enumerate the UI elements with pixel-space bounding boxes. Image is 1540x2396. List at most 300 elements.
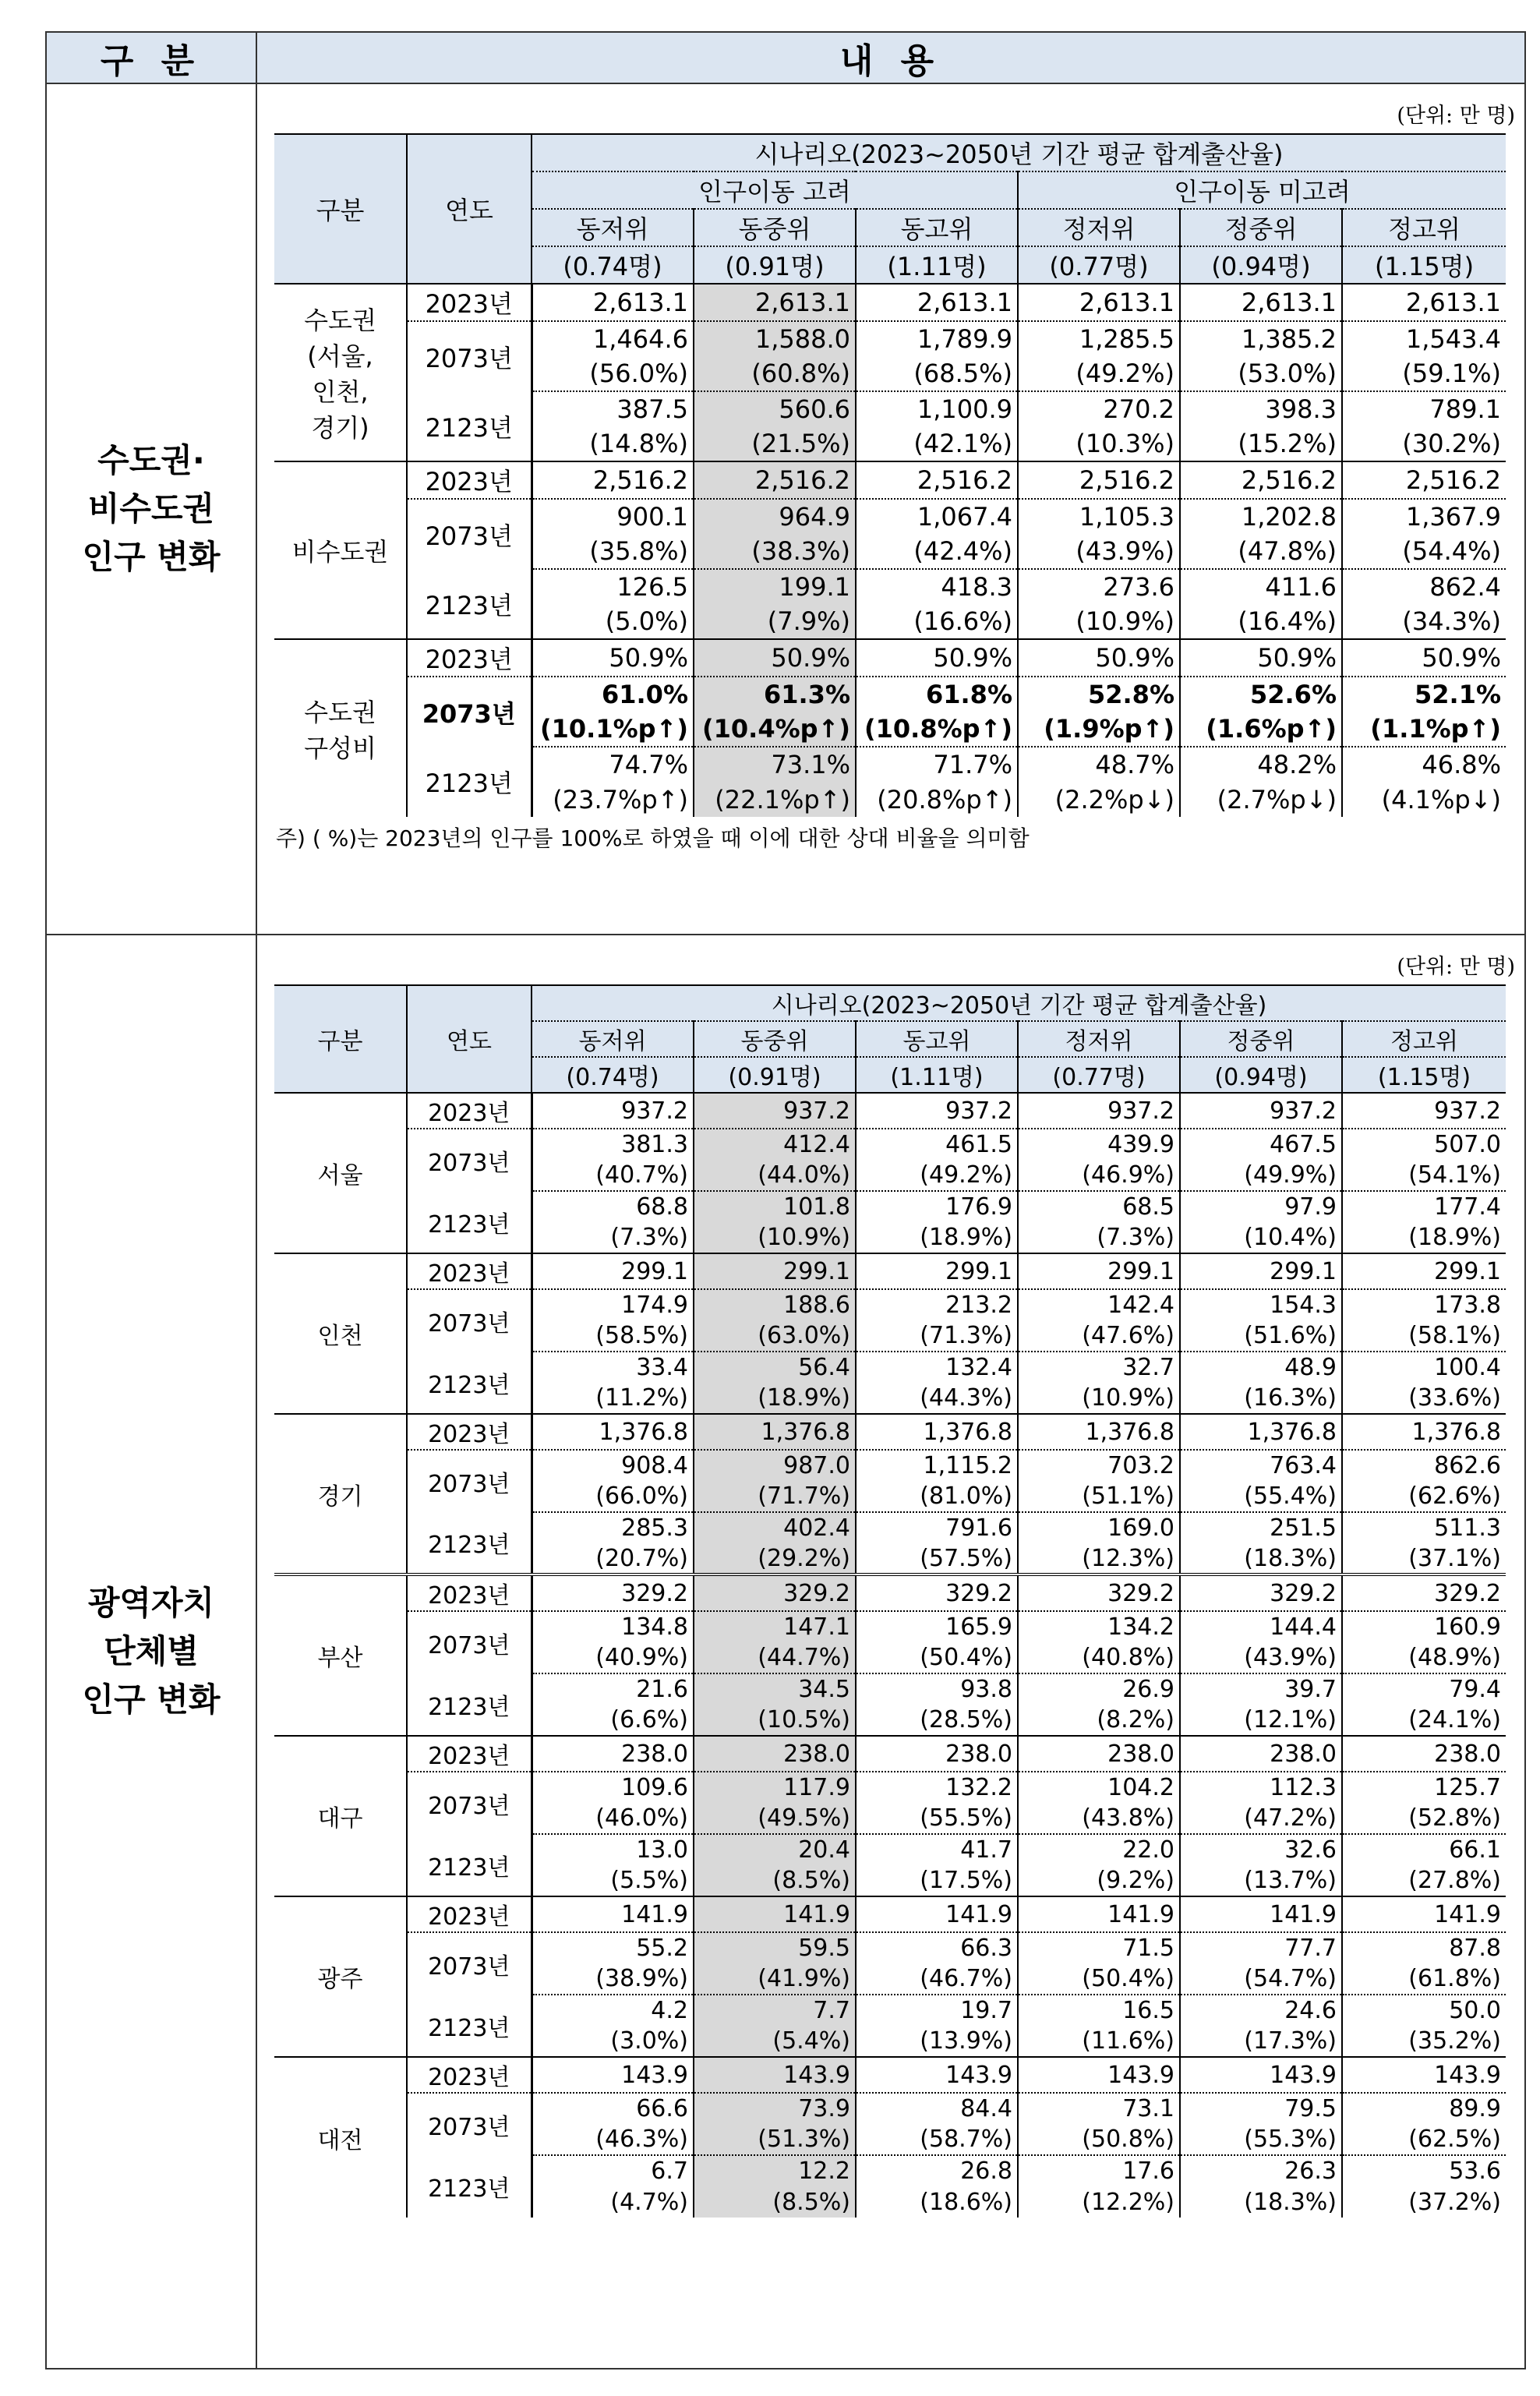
ratio-cell: (41.9%) (694, 1963, 856, 1995)
ratio-cell: (62.5%) (1342, 2124, 1506, 2155)
value-cell: 1,543.4 (1342, 321, 1506, 356)
value-cell: 52.1% (1342, 677, 1506, 712)
ratio-cell: (47.8%) (1180, 534, 1342, 569)
value-cell: 143.9 (1180, 2057, 1342, 2093)
scenario-rate: (0.91명) (694, 246, 856, 284)
ratio-cell: (10.3%) (1018, 426, 1180, 461)
ratio-cell: (16.4%) (1180, 604, 1342, 639)
region-table (274, 984, 1506, 2218)
value-cell: 937.2 (1180, 1093, 1342, 1129)
value-cell: 26.3 (1180, 2155, 1342, 2186)
value-cell: 66.6 (532, 2093, 694, 2124)
value-cell: 17.6 (1018, 2155, 1180, 2186)
value-cell: 50.9% (1018, 639, 1180, 677)
value-cell: 900.1 (532, 499, 694, 534)
value-cell: 7.7 (694, 1995, 856, 2026)
group-label (274, 1414, 407, 1574)
value-cell: 1,105.3 (1018, 499, 1180, 534)
scenario-name: 동저위 (532, 209, 694, 246)
ratio-cell: (42.4%) (856, 534, 1018, 569)
ratio-cell: (3.0%) (532, 2026, 694, 2057)
value-cell: 381.3 (532, 1129, 694, 1160)
ratio-cell: (9.2%) (1018, 1865, 1180, 1896)
header-scenario: 시나리오(2023~2050년 기간 평균 합계출산율) (532, 134, 1506, 171)
ratio-cell: (1.1%p↑) (1342, 712, 1506, 747)
table-row (274, 1512, 1506, 1543)
ratio-cell: (51.6%) (1180, 1320, 1342, 1352)
value-cell: 50.0 (1342, 1995, 1506, 2026)
value-cell: 50.9% (694, 639, 856, 677)
value-cell: 299.1 (1180, 1253, 1342, 1289)
section2-category: 광역자치 단체별 인구 변화 (46, 935, 256, 2369)
header-scenario: 시나리오(2023~2050년 기간 평균 합계출산율) (532, 985, 1506, 1021)
group-label-text: 수도권 (서울, 인천, 경기) (304, 306, 376, 443)
value-cell: 56.4 (694, 1352, 856, 1383)
value-cell: 79.4 (1342, 1673, 1506, 1705)
ratio-cell: (68.5%) (856, 356, 1018, 391)
ratio-cell: (61.8%) (1342, 1963, 1506, 1995)
ratio-cell: (20.7%) (532, 1543, 694, 1574)
value-cell: 1,376.8 (532, 1414, 694, 1450)
value-cell: 2,516.2 (1180, 461, 1342, 499)
value-cell: 173.8 (1342, 1289, 1506, 1320)
year-cell: 2073년 (407, 321, 532, 391)
value-cell: 2,516.2 (1342, 461, 1506, 499)
value-cell: 141.9 (856, 1896, 1018, 1932)
ratio-cell: (13.9%) (856, 2026, 1018, 2057)
value-cell: 2,516.2 (532, 461, 694, 499)
value-cell: 299.1 (532, 1253, 694, 1289)
value-cell: 46.8% (1342, 747, 1506, 782)
ratio-cell: (10.1%p↑) (532, 712, 694, 747)
ratio-cell: (30.2%) (1342, 426, 1506, 461)
ratio-cell: (40.7%) (532, 1160, 694, 1191)
scenario-name: 동중위 (694, 209, 856, 246)
ratio-cell: (37.1%) (1342, 1543, 1506, 1574)
value-cell: 169.0 (1018, 1512, 1180, 1543)
value-cell: 104.2 (1018, 1772, 1180, 1803)
table-row (274, 1352, 1506, 1383)
value-cell: 73.1% (694, 747, 856, 782)
header-group: 구분 (274, 134, 407, 284)
ratio-cell: (62.6%) (1342, 1481, 1506, 1512)
table-row (274, 284, 1506, 321)
value-cell: 791.6 (856, 1512, 1018, 1543)
header-category: 구 분 (46, 32, 256, 83)
ratio-cell: (8.2%) (1018, 1705, 1180, 1736)
ratio-cell: (46.3%) (532, 2124, 694, 2155)
value-cell: 964.9 (694, 499, 856, 534)
ratio-cell: (16.3%) (1180, 1383, 1342, 1414)
ratio-cell: (10.4%) (1180, 1222, 1342, 1253)
value-cell: 2,613.1 (856, 284, 1018, 321)
value-cell: 273.6 (1018, 569, 1180, 604)
group-label-text: 대구 (317, 1805, 363, 1832)
scenario-rate: (0.77명) (1018, 1057, 1180, 1093)
ratio-cell: (55.5%) (856, 1803, 1018, 1834)
value-cell: 84.4 (856, 2093, 1018, 2124)
value-cell: 511.3 (1342, 1512, 1506, 1543)
ratio-cell: (47.6%) (1018, 1320, 1180, 1352)
value-cell: 141.9 (532, 1896, 694, 1932)
value-cell: 74.7% (532, 747, 694, 782)
ratio-cell: (13.7%) (1180, 1865, 1342, 1896)
ratio-cell: (33.6%) (1342, 1383, 1506, 1414)
header-row (274, 134, 1506, 171)
table-row (274, 1253, 1506, 1289)
value-cell: 467.5 (1180, 1129, 1342, 1160)
year-cell: 2023년 (407, 1736, 532, 1772)
ratio-cell: (60.8%) (694, 356, 856, 391)
value-cell: 1,789.9 (856, 321, 1018, 356)
value-cell: 68.5 (1018, 1191, 1180, 1222)
header-content: 내 용 (256, 32, 1525, 83)
value-cell: 141.9 (1018, 1896, 1180, 1932)
group-label (274, 639, 407, 817)
value-cell: 143.9 (694, 2057, 856, 2093)
year-cell: 2073년 (407, 1772, 532, 1834)
value-cell: 789.1 (1342, 391, 1506, 426)
ratio-cell: (44.7%) (694, 1642, 856, 1673)
ratio-cell: (46.0%) (532, 1803, 694, 1834)
ratio-cell: (7.3%) (1018, 1222, 1180, 1253)
value-cell: 165.9 (856, 1611, 1018, 1642)
scenario-rate: (0.77명) (1018, 246, 1180, 284)
ratio-cell: (54.4%) (1342, 534, 1506, 569)
header-year: 연도 (407, 985, 532, 1093)
value-cell: 1,285.5 (1018, 321, 1180, 356)
table-row (274, 1129, 1506, 1160)
table-row (274, 1450, 1506, 1481)
value-cell: 703.2 (1018, 1450, 1180, 1481)
group-label-text: 수도권 구성비 (304, 697, 376, 763)
table-row (274, 1736, 1506, 1772)
year-cell: 2023년 (407, 1574, 532, 1611)
scenario-rate: (1.11명) (856, 246, 1018, 284)
year-cell: 2073년 (407, 499, 532, 569)
ratio-cell: (54.1%) (1342, 1160, 1506, 1191)
value-cell: 109.6 (532, 1772, 694, 1803)
value-cell: 1,376.8 (856, 1414, 1018, 1450)
value-cell: 26.8 (856, 2155, 1018, 2186)
value-cell: 143.9 (1342, 2057, 1506, 2093)
ratio-cell: (55.3%) (1180, 2124, 1342, 2155)
ratio-cell: (38.9%) (532, 1963, 694, 1995)
header-no-migration: 인구이동 미고려 (1018, 171, 1506, 209)
ratio-cell: (7.3%) (532, 1222, 694, 1253)
ratio-cell: (43.8%) (1018, 1803, 1180, 1834)
table-row (274, 747, 1506, 782)
value-cell: 61.8% (856, 677, 1018, 712)
group-label (274, 1574, 407, 1736)
header-year: 연도 (407, 134, 532, 284)
ratio-cell: (35.2%) (1342, 2026, 1506, 2057)
header-group: 구분 (274, 985, 407, 1093)
value-cell: 143.9 (856, 2057, 1018, 2093)
ratio-cell: (49.2%) (1018, 356, 1180, 391)
value-cell: 1,100.9 (856, 391, 1018, 426)
ratio-cell: (51.1%) (1018, 1481, 1180, 1512)
year-cell: 2073년 (407, 1932, 532, 1995)
value-cell: 134.8 (532, 1611, 694, 1642)
ratio-cell: (17.5%) (856, 1865, 1018, 1896)
ratio-cell: (11.6%) (1018, 2026, 1180, 2057)
value-cell: 238.0 (1018, 1736, 1180, 1772)
ratio-cell: (21.5%) (694, 426, 856, 461)
ratio-cell: (56.0%) (532, 356, 694, 391)
ratio-cell: (46.9%) (1018, 1160, 1180, 1191)
value-cell: 48.9 (1180, 1352, 1342, 1383)
ratio-cell: (38.3%) (694, 534, 856, 569)
value-cell: 20.4 (694, 1834, 856, 1865)
value-cell: 73.9 (694, 2093, 856, 2124)
value-cell: 93.8 (856, 1673, 1018, 1705)
ratio-cell: (23.7%p↑) (532, 782, 694, 817)
value-cell: 97.9 (1180, 1191, 1342, 1222)
ratio-cell: (34.3%) (1342, 604, 1506, 639)
value-cell: 132.2 (856, 1772, 1018, 1803)
scenario-rate: (0.94명) (1180, 1057, 1342, 1093)
group-label (274, 284, 407, 461)
ratio-cell: (28.5%) (856, 1705, 1018, 1736)
ratio-cell: (50.4%) (856, 1642, 1018, 1673)
value-cell: 299.1 (856, 1253, 1018, 1289)
ratio-cell: (5.4%) (694, 2026, 856, 2057)
group-label (274, 1736, 407, 1896)
table-row (274, 639, 1506, 677)
value-cell: 6.7 (532, 2155, 694, 2186)
section1-category: 수도권· 비수도권 인구 변화 (46, 83, 256, 935)
value-cell: 176.9 (856, 1191, 1018, 1222)
ratio-cell: (71.3%) (856, 1320, 1018, 1352)
value-cell: 141.9 (1180, 1896, 1342, 1932)
value-cell: 2,613.1 (1018, 284, 1180, 321)
scenario-rate: (1.15명) (1342, 246, 1506, 284)
value-cell: 285.3 (532, 1512, 694, 1543)
value-cell: 61.0% (532, 677, 694, 712)
section1-unit: (단위: 만 명) (1397, 104, 1515, 128)
value-cell: 24.6 (1180, 1995, 1342, 2026)
group-label-text: 인천 (317, 1323, 363, 1350)
value-cell: 251.5 (1180, 1512, 1342, 1543)
ratio-cell: (57.5%) (856, 1543, 1018, 1574)
ratio-cell: (49.9%) (1180, 1160, 1342, 1191)
year-cell: 2123년 (407, 569, 532, 639)
year-cell: 2123년 (407, 1995, 532, 2057)
value-cell: 1,115.2 (856, 1450, 1018, 1481)
ratio-cell: (18.3%) (1180, 1543, 1342, 1574)
ratio-cell: (11.2%) (532, 1383, 694, 1414)
value-cell: 41.7 (856, 1834, 1018, 1865)
ratio-cell: (4.7%) (532, 2186, 694, 2218)
value-cell: 1,376.8 (1342, 1414, 1506, 1450)
value-cell: 160.9 (1342, 1611, 1506, 1642)
scenario-rate: (0.91명) (694, 1057, 856, 1093)
value-cell: 50.9% (532, 639, 694, 677)
ratio-cell: (42.1%) (856, 426, 1018, 461)
year-cell: 2073년 (407, 1450, 532, 1512)
year-cell: 2023년 (407, 639, 532, 677)
ratio-cell: (29.2%) (694, 1543, 856, 1574)
value-cell: 4.2 (532, 1995, 694, 2026)
value-cell: 34.5 (694, 1673, 856, 1705)
group-label-text: 부산 (317, 1645, 363, 1672)
section1-note: 주) ( %)는 2023년의 인구를 100%로 하였을 때 이에 대한 상대 비율을 의미함 (276, 825, 1030, 851)
ratio-cell: (27.8%) (1342, 1865, 1506, 1896)
header-row (274, 985, 1506, 1021)
ratio-cell: (20.8%p↑) (856, 782, 1018, 817)
value-cell: 213.2 (856, 1289, 1018, 1320)
year-cell: 2123년 (407, 747, 532, 817)
value-cell: 33.4 (532, 1352, 694, 1383)
ratio-cell: (49.2%) (856, 1160, 1018, 1191)
ratio-cell: (40.9%) (532, 1642, 694, 1673)
year-cell: 2023년 (407, 1414, 532, 1450)
table-row (274, 1834, 1506, 1865)
value-cell: 39.7 (1180, 1673, 1342, 1705)
scenario-name: 정중위 (1180, 1021, 1342, 1057)
ratio-cell: (50.8%) (1018, 2124, 1180, 2155)
ratio-cell: (46.7%) (856, 1963, 1018, 1995)
year-cell: 2123년 (407, 1352, 532, 1414)
ratio-cell: (43.9%) (1180, 1642, 1342, 1673)
value-cell: 55.2 (532, 1932, 694, 1963)
value-cell: 2,516.2 (856, 461, 1018, 499)
scenario-name: 정중위 (1180, 209, 1342, 246)
ratio-cell: (47.2%) (1180, 1803, 1342, 1834)
value-cell: 937.2 (532, 1093, 694, 1129)
value-cell: 50.9% (1180, 639, 1342, 677)
year-cell: 2073년 (407, 1611, 532, 1673)
value-cell: 763.4 (1180, 1450, 1342, 1481)
scenario-name: 정저위 (1018, 209, 1180, 246)
value-cell: 16.5 (1018, 1995, 1180, 2026)
ratio-cell: (40.8%) (1018, 1642, 1180, 1673)
value-cell: 73.1 (1018, 2093, 1180, 2124)
scenario-name: 동고위 (856, 1021, 1018, 1057)
year-cell: 2073년 (407, 2093, 532, 2155)
value-cell: 299.1 (1018, 1253, 1180, 1289)
ratio-cell: (18.9%) (856, 1222, 1018, 1253)
year-cell: 2073년 (407, 677, 532, 747)
table-row (274, 391, 1506, 426)
ratio-cell: (54.7%) (1180, 1963, 1342, 1995)
ratio-cell: (12.1%) (1180, 1705, 1342, 1736)
value-cell: 418.3 (856, 569, 1018, 604)
value-cell: 238.0 (856, 1736, 1018, 1772)
value-cell: 2,516.2 (694, 461, 856, 499)
ratio-cell: (37.2%) (1342, 2186, 1506, 2218)
ratio-cell: (22.1%p↑) (694, 782, 856, 817)
value-cell: 507.0 (1342, 1129, 1506, 1160)
value-cell: 143.9 (532, 2057, 694, 2093)
ratio-cell: (7.9%) (694, 604, 856, 639)
ratio-cell: (5.5%) (532, 1865, 694, 1896)
ratio-cell: (35.8%) (532, 534, 694, 569)
value-cell: 141.9 (694, 1896, 856, 1932)
value-cell: 174.9 (532, 1289, 694, 1320)
ratio-cell: (44.3%) (856, 1383, 1018, 1414)
year-cell: 2023년 (407, 284, 532, 321)
value-cell: 13.0 (532, 1834, 694, 1865)
value-cell: 77.7 (1180, 1932, 1342, 1963)
value-cell: 52.6% (1180, 677, 1342, 712)
document (45, 31, 1526, 2369)
value-cell: 937.2 (1342, 1093, 1506, 1129)
value-cell: 89.9 (1342, 2093, 1506, 2124)
year-cell: 2023년 (407, 1253, 532, 1289)
year-cell: 2073년 (407, 1129, 532, 1191)
year-cell: 2123년 (407, 1834, 532, 1896)
value-cell: 112.3 (1180, 1772, 1342, 1803)
ratio-cell: (71.7%) (694, 1481, 856, 1512)
ratio-cell: (81.0%) (856, 1481, 1018, 1512)
value-cell: 1,588.0 (694, 321, 856, 356)
value-cell: 50.9% (856, 639, 1018, 677)
table-row (274, 461, 1506, 499)
ratio-cell: (17.3%) (1180, 2026, 1342, 2057)
ratio-cell: (10.4%p↑) (694, 712, 856, 747)
year-cell: 2023년 (407, 1896, 532, 1932)
value-cell: 21.6 (532, 1673, 694, 1705)
scenario-name: 동중위 (694, 1021, 856, 1057)
value-cell: 50.9% (1342, 639, 1506, 677)
table-row (274, 569, 1506, 604)
ratio-cell: (12.2%) (1018, 2186, 1180, 2218)
ratio-cell: (12.3%) (1018, 1543, 1180, 1574)
ratio-cell: (14.8%) (532, 426, 694, 461)
year-cell: 2023년 (407, 1093, 532, 1129)
value-cell: 142.4 (1018, 1289, 1180, 1320)
table-row (274, 1995, 1506, 2026)
ratio-cell: (44.0%) (694, 1160, 856, 1191)
value-cell: 32.6 (1180, 1834, 1342, 1865)
ratio-cell: (50.4%) (1018, 1963, 1180, 1995)
year-cell: 2023년 (407, 2057, 532, 2093)
value-cell: 2,613.1 (694, 284, 856, 321)
value-cell: 937.2 (856, 1093, 1018, 1129)
group-label-text: 비수도권 (291, 537, 389, 567)
scenario-rate: (0.74명) (532, 246, 694, 284)
scenario-rate: (1.11명) (856, 1057, 1018, 1093)
outer-table (45, 31, 1526, 2369)
ratio-cell: (2.2%p↓) (1018, 782, 1180, 817)
value-cell: 117.9 (694, 1772, 856, 1803)
ratio-cell: (66.0%) (532, 1481, 694, 1512)
ratio-cell: (10.9%) (694, 1222, 856, 1253)
table-row (274, 499, 1506, 534)
ratio-cell: (63.0%) (694, 1320, 856, 1352)
value-cell: 1,464.6 (532, 321, 694, 356)
value-cell: 329.2 (856, 1574, 1018, 1611)
table-row (274, 1574, 1506, 1611)
ratio-cell: (15.2%) (1180, 426, 1342, 461)
value-cell: 411.6 (1180, 569, 1342, 604)
scenario-name: 정고위 (1342, 1021, 1506, 1057)
table-row (274, 1191, 1506, 1222)
table-row (274, 1093, 1506, 1129)
table-row (274, 677, 1506, 712)
value-cell: 2,613.1 (1180, 284, 1342, 321)
year-cell: 2123년 (407, 391, 532, 461)
year-cell: 2073년 (407, 1289, 532, 1352)
ratio-cell: (24.1%) (1342, 1705, 1506, 1736)
ratio-cell: (10.9%) (1018, 604, 1180, 639)
year-cell: 2023년 (407, 461, 532, 499)
group-label (274, 1093, 407, 1253)
value-cell: 59.5 (694, 1932, 856, 1963)
value-cell: 329.2 (1018, 1574, 1180, 1611)
